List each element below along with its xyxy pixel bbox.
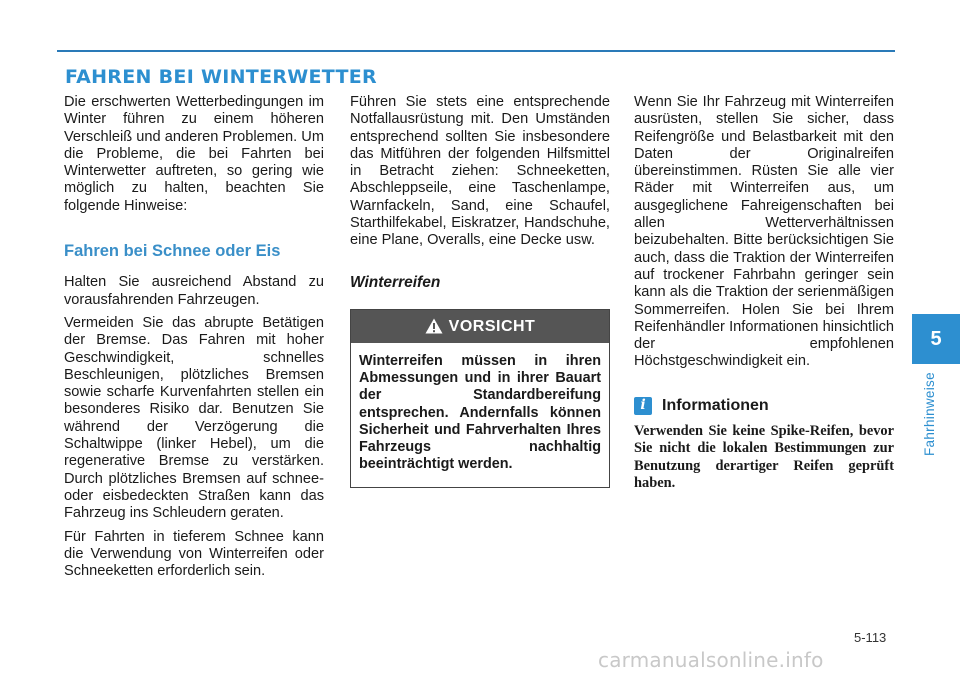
info-title: Informationen (662, 397, 769, 415)
column-left (64, 94, 324, 586)
paragraph-deep-snow: Für Fahrten in tieferem Schnee kann die Verwendung von Winterreifen oder Schneeketten erforderlich sein. (64, 528, 324, 580)
column-right (634, 94, 894, 493)
chapter-label: Fahrhinweise (922, 372, 937, 456)
warning-triangle-icon (425, 318, 443, 334)
watermark: carmanualsonline.info (598, 648, 824, 672)
warning-header (351, 310, 609, 343)
info-text: Verwenden Sie keine Spike-Reifen, bevor Sie nicht die lokalen Bestimmungen zur Benutzung derartiger Reifen geprüft haben. (634, 422, 894, 492)
info-header (634, 397, 894, 415)
section-title: FAHREN BEI WINTERWETTER (65, 66, 377, 88)
paragraph-emergency-equipment: Führen Sie stets eine entsprechende Notfallausrüstung mit. Den Umständen entsprechend sollten Sie insbesondere das Mitführen der folgenden Hilfsmittel in Betracht ziehen: Schneeketten, Abschleppseile, eine Taschenlampe, Warnfackeln, Sand, eine Schaufel, Starthilfekabel, Eiskratzer, Handschuhe, eine Plane, Overalls, eine Decke usw. (350, 94, 610, 249)
chapter-number-tab: 5 (912, 314, 960, 364)
info-icon: i (634, 397, 652, 415)
warning-box (350, 309, 610, 488)
warning-text: Winterreifen müssen in ihren Abmessungen und in ihrer Bauart der Standardbereifung entsprechen. Andernfalls können Sicherheit und Fahrverhalten Ihres Fahrzeugs nachhaltig beeinträchtigt werden. (359, 352, 601, 473)
intro-paragraph: Die erschwerten Wetterbedingungen im Winter führen zu einem höheren Verschleiß und anderen Problemen. Um die Probleme, die bei Fahrten bei Winterwetter auftreten, so gering wie möglich zu halten, beachten Sie folgende Hinweise: (64, 94, 324, 214)
column-middle (350, 94, 610, 488)
subheading-snow-ice: Fahren bei Schnee oder Eis (64, 242, 281, 261)
paragraph-winter-tire-fitting: Wenn Sie Ihr Fahrzeug mit Winterreifen ausrüsten, stellen Sie sicher, dass Reifengröße und Belastbarkeit mit den Daten der Originalreifen übereinstimmen. Rüsten Sie alle vier Räder mit Winterreifen aus, um ausgeglichene Fahreigenschaften bei allen Wetterverhältnissen beizubehalten. Bitte berücksichtigen Sie auch, dass die Traktion der Winterreifen auf trockener Fahrbahn geringer sein kann als die Traktion der serienmäßigen Sommerreifen. Holen Sie bei Ihrem Reifenhändler Informationen hinsichtlich der empfohlenen Höchstgeschwindigkeit ein. (634, 94, 894, 370)
warning-title: VORSICHT (448, 317, 536, 335)
subheading-winter-tires: Winterreifen (350, 273, 441, 291)
top-rule (57, 50, 895, 52)
paragraph-braking: Vermeiden Sie das abrupte Betätigen der Bremse. Das Fahren mit hoher Geschwindigkeit, schnelles Beschleunigen, plötzliches Bremsen sowie scharfe Kurvenfahrten stellen ein besonderes Risiko dar. Benutzen Sie während der Verzögerung die Schaltwippe (linker Hebel), um die regenerative Bremse zu verstärken. Durch plötzliches Bremsen auf schnee- oder eisbedeckten Straßen kann das Fahrzeug ins Schleudern geraten. (64, 314, 324, 522)
paragraph-distance: Halten Sie ausreichend Abstand zu vorausfahrenden Fahrzeugen. (64, 274, 324, 308)
page-number: 5-113 (854, 630, 887, 645)
